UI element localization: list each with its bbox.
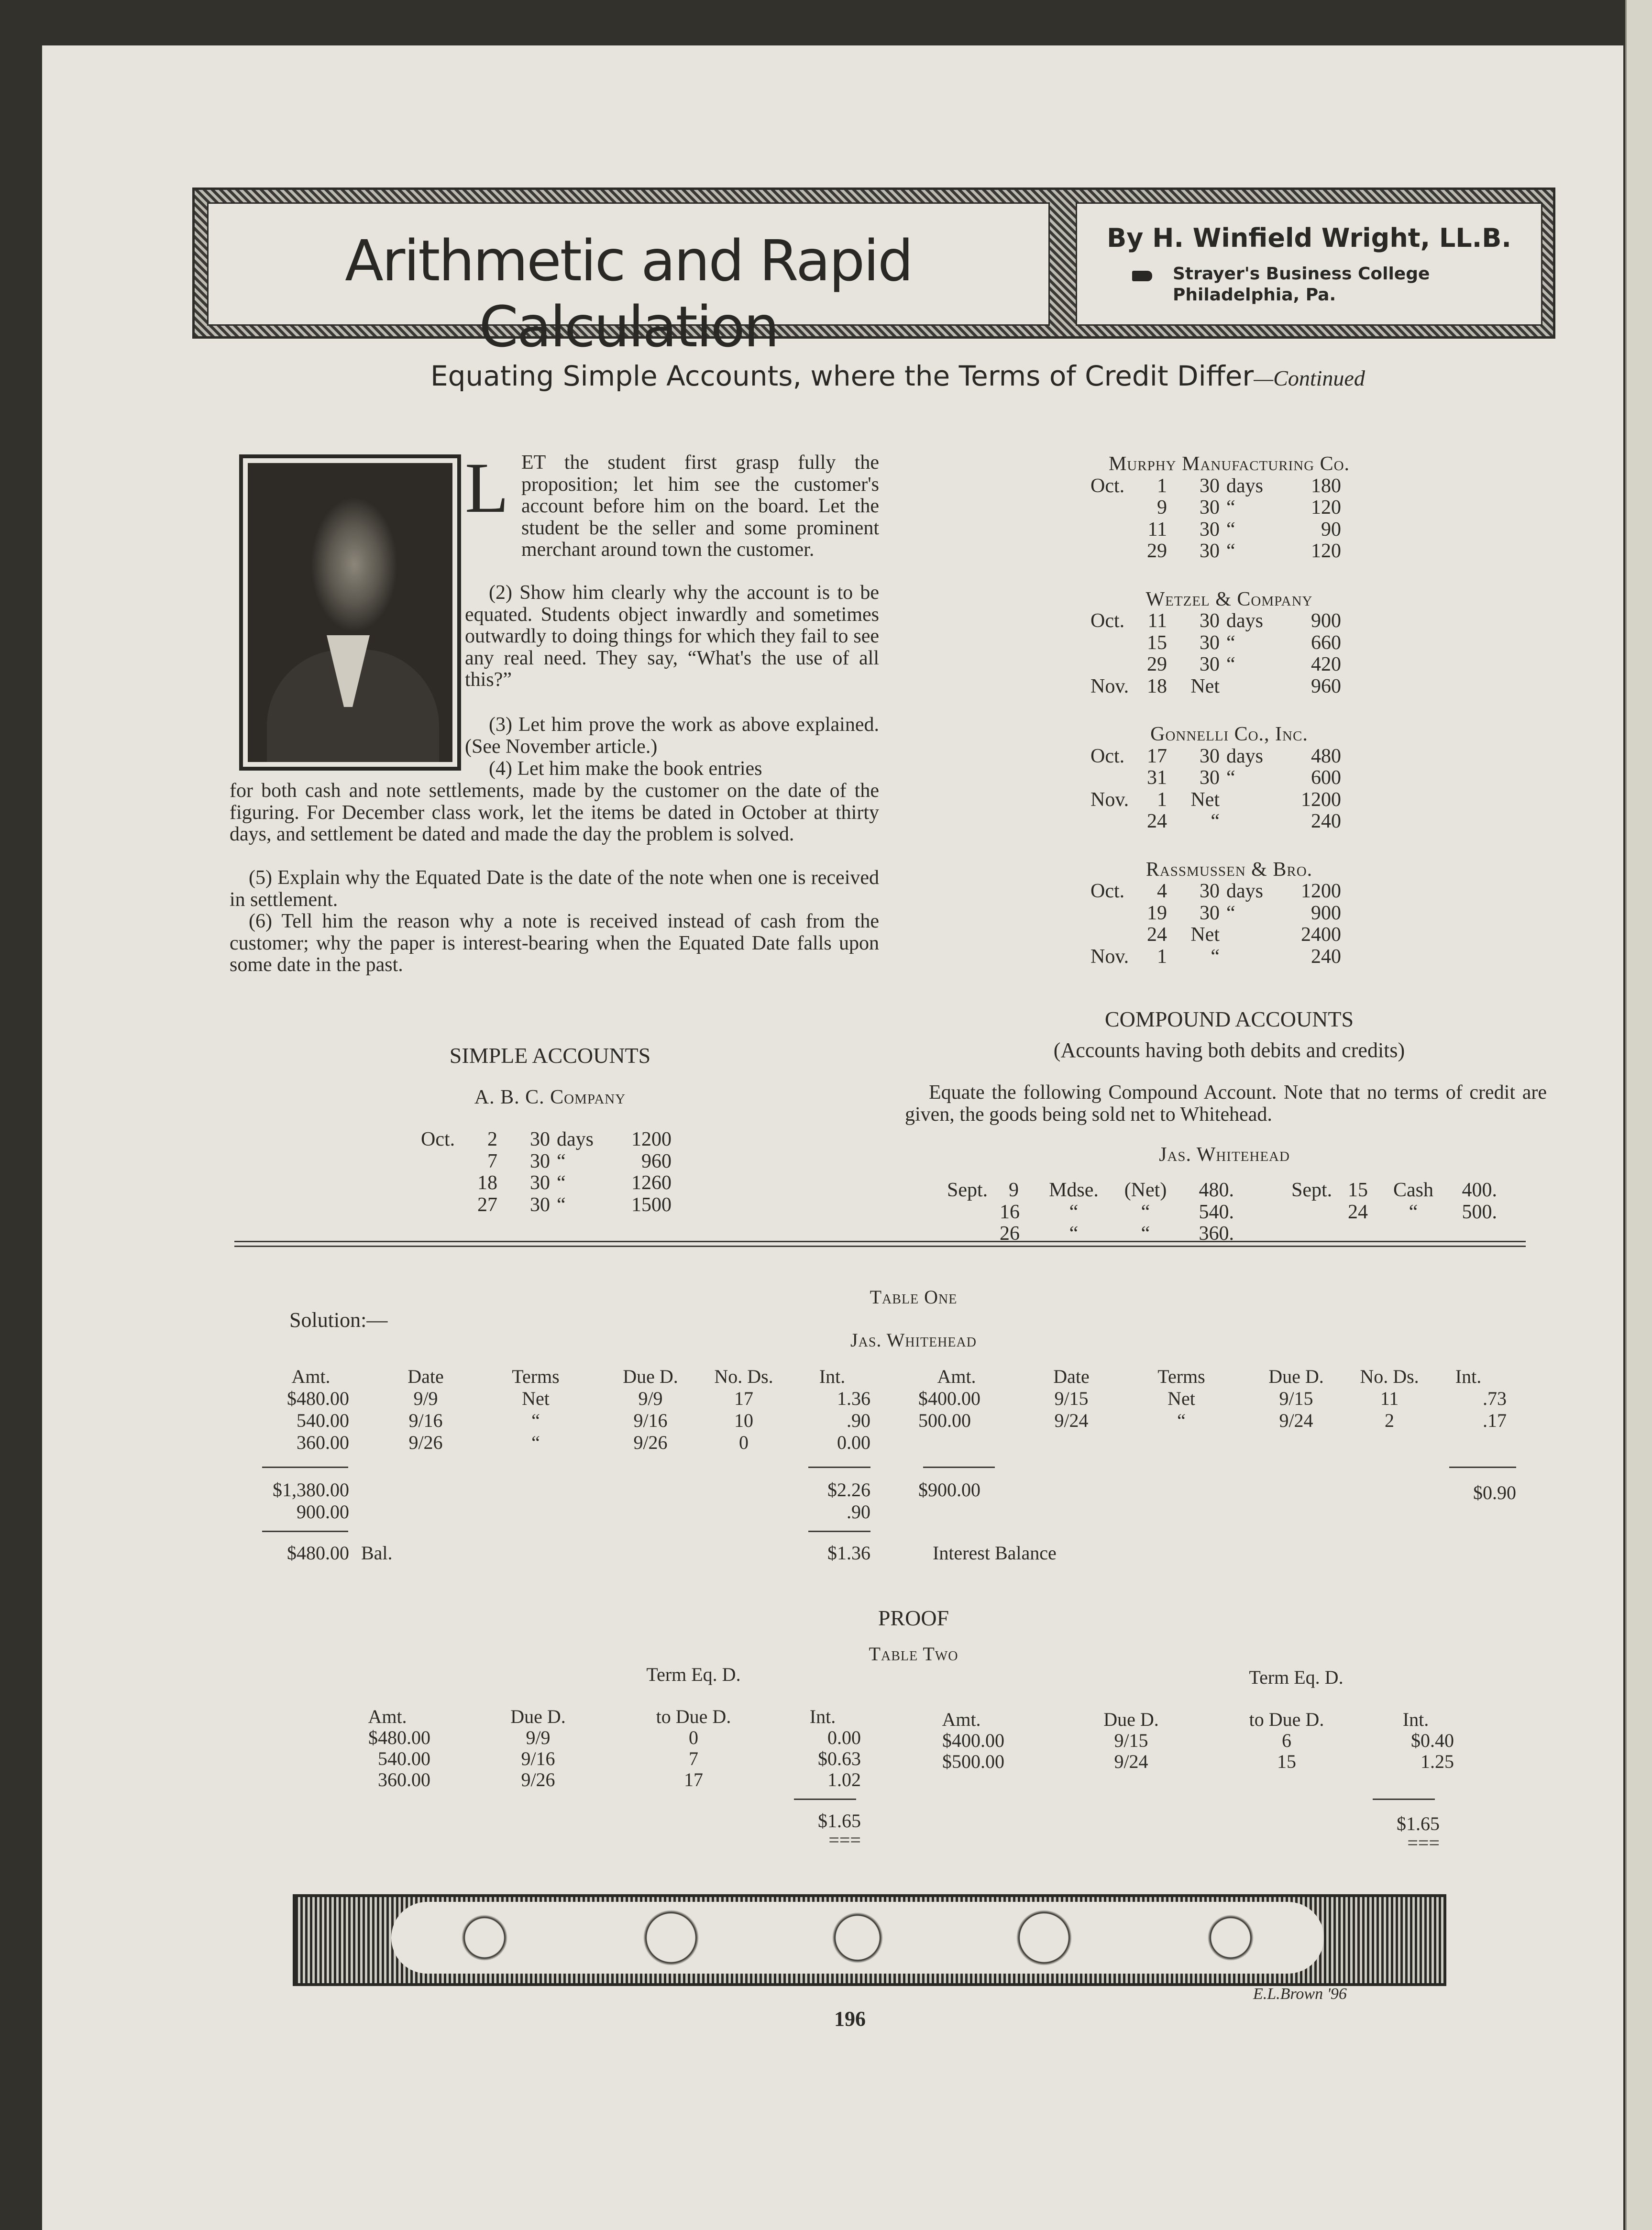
- month: Oct.: [1090, 475, 1125, 497]
- rule-line: [1373, 1799, 1435, 1800]
- table-one-cell: 9/26: [633, 1432, 668, 1453]
- account-name: Rassmussen & Bro.: [1145, 858, 1313, 881]
- amount: 600: [1311, 767, 1341, 789]
- proof-left-total: $1.65: [818, 1810, 861, 1832]
- table-two-header-right: Amt.: [942, 1709, 981, 1730]
- table-one-cell: 9/24: [1054, 1410, 1089, 1431]
- term-unit: days: [1226, 880, 1263, 902]
- table-one-header-left: Terms: [512, 1366, 560, 1387]
- month: Oct.: [1090, 745, 1125, 767]
- day: 18: [1147, 675, 1167, 697]
- term: 30: [1200, 880, 1220, 902]
- term: 30: [1200, 475, 1220, 497]
- day: 29: [1147, 653, 1167, 675]
- term: 30: [1200, 767, 1220, 789]
- terms: “: [1141, 1223, 1150, 1245]
- day: 24: [1348, 1201, 1368, 1223]
- left-less: 900.00: [297, 1501, 349, 1523]
- table-two-cell: $400.00: [942, 1730, 1004, 1751]
- amount: 540.: [1199, 1201, 1234, 1223]
- table-one-cell: 9/9: [638, 1388, 663, 1409]
- month: Nov.: [1090, 675, 1129, 697]
- day: 19: [1147, 902, 1167, 924]
- table-one-cell: 360.00: [297, 1432, 349, 1453]
- proof-right-total: $1.65: [1397, 1813, 1440, 1834]
- table-two-header-right: Int.: [1402, 1709, 1429, 1730]
- term: “: [1211, 945, 1220, 968]
- day: 24: [1147, 924, 1167, 946]
- table-one-cell: .90: [847, 1410, 870, 1431]
- term-eq-label-right: Term Eq. D.: [1249, 1667, 1344, 1688]
- amount: 960: [641, 1150, 672, 1172]
- table-two-cell: 9/15: [1114, 1730, 1148, 1751]
- table-two-cell: 0.00: [827, 1727, 861, 1748]
- table-two-cell: 540.00: [378, 1748, 430, 1769]
- table-one-header-left: No. Ds.: [714, 1366, 773, 1387]
- table-one-header-right: Amt.: [937, 1366, 976, 1387]
- table-one-cell: .17: [1483, 1410, 1507, 1431]
- term: 30: [530, 1128, 550, 1150]
- table-two-cell: 9/26: [521, 1769, 555, 1790]
- subtitle-continued: —Continued: [1254, 366, 1365, 390]
- table-one-cell: 9/9: [413, 1388, 438, 1409]
- month: Oct.: [1090, 880, 1125, 902]
- amount: 90: [1321, 518, 1341, 541]
- table-one-cell: .73: [1483, 1388, 1507, 1409]
- amount: 120: [1311, 497, 1341, 519]
- abc-company-name: A. B. C. Company: [474, 1086, 626, 1108]
- term-unit: days: [1226, 745, 1263, 767]
- table-two-cell: $480.00: [368, 1727, 430, 1748]
- day: 16: [1000, 1201, 1020, 1223]
- table-two-cell: 0: [689, 1727, 698, 1748]
- account-name: Murphy Manufacturing Co.: [1108, 453, 1350, 475]
- table-one-cell: 9/16: [633, 1410, 668, 1431]
- table-one-cell: 0: [739, 1432, 749, 1453]
- term: 30: [1200, 518, 1220, 541]
- day: 1: [1157, 475, 1167, 497]
- table-one-cell: 0.00: [837, 1432, 870, 1453]
- amount: 480: [1311, 745, 1341, 767]
- day: 7: [487, 1150, 497, 1172]
- amount: 420: [1311, 653, 1341, 675]
- article-para-3: (3) Let him prove the work as above explained. (See November article.): [465, 714, 879, 758]
- item: “: [1409, 1201, 1418, 1223]
- table-two-cell: 9/9: [526, 1727, 551, 1748]
- day: 11: [1147, 518, 1167, 541]
- balance-label: Bal.: [361, 1542, 393, 1564]
- amount: 360.: [1199, 1223, 1234, 1245]
- table-two-cell: 7: [689, 1748, 698, 1769]
- day: 17: [1147, 745, 1167, 767]
- day: 1: [1157, 945, 1167, 968]
- month: Sept.: [947, 1179, 988, 1201]
- amount: 960: [1311, 675, 1341, 697]
- interest-less: .90: [847, 1501, 870, 1523]
- term: 30: [1200, 745, 1220, 767]
- term: 30: [1200, 540, 1220, 562]
- table-two-cell: $0.40: [1411, 1730, 1454, 1751]
- amount: 400.: [1462, 1179, 1497, 1201]
- term: Net: [1190, 924, 1220, 946]
- table-one-header-left: Int.: [819, 1366, 846, 1387]
- table-one-cell: 10: [734, 1410, 753, 1431]
- decorative-ornament: [293, 1894, 1446, 1986]
- amount: 1500: [631, 1193, 672, 1216]
- term-unit: days: [557, 1128, 594, 1150]
- table-two-cell: 17: [684, 1769, 703, 1790]
- day: 11: [1147, 610, 1167, 632]
- article-para-4a: (4) Let him make the book entries: [489, 758, 762, 780]
- term-unit: “: [1226, 631, 1235, 654]
- table-two-cell: 9/16: [521, 1748, 555, 1769]
- term: “: [1211, 810, 1220, 832]
- whitehead-name: Jas. Whitehead: [1159, 1144, 1290, 1166]
- term-unit: days: [1226, 475, 1263, 497]
- term: Net: [1190, 675, 1220, 697]
- article-para-2: (2) Show him clearly why the account is to be equated. Students object inwardly and sometimes outwardly to doing things for which they fail to see any real need. They say, “What's the use of all this?”: [465, 582, 879, 691]
- compound-subheading: (Accounts having both debits and credits): [1053, 1038, 1405, 1062]
- amount: 2400: [1301, 924, 1341, 946]
- table-two-header-left: Int.: [809, 1706, 836, 1727]
- table-one-title: Table One: [870, 1286, 958, 1308]
- table-one-header-right: Date: [1053, 1366, 1090, 1387]
- table-two-cell: 360.00: [378, 1769, 430, 1790]
- table-one-cell: 9/16: [408, 1410, 443, 1431]
- day: 15: [1147, 631, 1167, 654]
- table-two-header-right: Due D.: [1103, 1709, 1159, 1730]
- day: 1: [1157, 788, 1167, 811]
- simple-accounts-heading: SIMPLE ACCOUNTS: [449, 1043, 651, 1068]
- table-two-header-left: Due D.: [510, 1706, 566, 1727]
- term-unit: “: [557, 1150, 566, 1172]
- college-line-1: Strayer's Business College: [1173, 264, 1430, 284]
- term: 30: [1200, 653, 1220, 675]
- interest-total: $2.26: [827, 1479, 870, 1501]
- amount: 240: [1311, 810, 1341, 832]
- table-two-cell: $0.63: [818, 1748, 861, 1769]
- interest-balance-label: Interest Balance: [933, 1542, 1057, 1564]
- account-name: Wetzel & Company: [1145, 588, 1313, 610]
- day: 26: [1000, 1223, 1020, 1245]
- table-one-cell: “: [1177, 1410, 1186, 1431]
- table-two-title: Table Two: [869, 1643, 958, 1665]
- interest-balance: $1.36: [827, 1542, 870, 1564]
- table-one-cell: 9/24: [1279, 1410, 1313, 1431]
- day: 9: [1157, 497, 1167, 519]
- terms: (Net): [1124, 1179, 1167, 1201]
- day: 2: [487, 1128, 497, 1150]
- compound-heading: COMPOUND ACCOUNTS: [1104, 1007, 1354, 1031]
- term-unit: “: [1226, 497, 1235, 519]
- day: 31: [1147, 767, 1167, 789]
- month: Nov.: [1090, 788, 1129, 811]
- term-unit: “: [1226, 767, 1235, 789]
- table-one-header-left: Date: [407, 1366, 444, 1387]
- table-two-cell: 9/24: [1114, 1751, 1148, 1772]
- author-byline: By H. Winfield Wright, LL.B.: [1107, 223, 1511, 253]
- college-line-2: Philadelphia, Pa.: [1173, 285, 1336, 305]
- term: 30: [530, 1150, 550, 1172]
- day: 4: [1157, 880, 1167, 902]
- term-unit: “: [557, 1172, 566, 1194]
- amount: 900: [1311, 902, 1341, 924]
- amount: 1200: [631, 1128, 672, 1150]
- day: 24: [1147, 810, 1167, 832]
- table-one-cell: $400.00: [918, 1388, 980, 1409]
- item: Cash: [1393, 1179, 1433, 1201]
- table-one-cell: 11: [1380, 1388, 1399, 1409]
- table-one-header-left: Due D.: [623, 1366, 678, 1387]
- page-number: 196: [834, 2007, 866, 2031]
- left-total: $1,380.00: [273, 1479, 349, 1501]
- term-unit: “: [1226, 518, 1235, 541]
- table-one-cell: 500.00: [918, 1410, 971, 1431]
- table-two-cell: 1.02: [827, 1769, 861, 1790]
- day: 29: [1147, 540, 1167, 562]
- table-one-header-right: No. Ds.: [1360, 1366, 1419, 1387]
- table-one-header-left: Amt.: [291, 1366, 330, 1387]
- table-one-header-right: Int.: [1455, 1366, 1482, 1387]
- term: 30: [530, 1193, 550, 1216]
- month: Nov.: [1090, 945, 1129, 968]
- term-unit: “: [1226, 902, 1235, 924]
- amount: 500.: [1462, 1201, 1497, 1223]
- table-two-cell: 15: [1277, 1751, 1296, 1772]
- table-one-cell: Net: [522, 1388, 550, 1409]
- proof-heading: PROOF: [878, 1606, 949, 1630]
- term-unit: “: [1226, 540, 1235, 562]
- table-one-cell: 540.00: [297, 1410, 349, 1431]
- article-para-1: ET the student first grasp fully the proposition; let him see the customer's account before him on the board. Let the student be the seller and some prominent merchant around town the customer.: [521, 452, 879, 561]
- table-one-name: Jas. Whitehead: [850, 1329, 977, 1351]
- term: 30: [530, 1172, 550, 1194]
- proof-right-double-rule: ===: [1407, 1832, 1440, 1854]
- term: 30: [1200, 610, 1220, 632]
- table-two-header-right: to Due D.: [1249, 1709, 1324, 1730]
- article-para-5: (5) Explain why the Equated Date is the date of the note when one is received in settlement.: [230, 867, 879, 911]
- amount: 660: [1311, 631, 1341, 654]
- term: 30: [1200, 902, 1220, 924]
- table-one-cell: “: [531, 1432, 540, 1453]
- table-one-header-right: Due D.: [1268, 1366, 1324, 1387]
- item: Mdse.: [1049, 1179, 1099, 1201]
- table-one-cell: 9/15: [1279, 1388, 1313, 1409]
- term-unit: “: [1226, 653, 1235, 675]
- table-one-header-right: Terms: [1157, 1366, 1205, 1387]
- artist-signature: E.L.Brown '96: [1253, 1985, 1347, 2003]
- table-two-header-left: to Due D.: [656, 1706, 731, 1727]
- month: Sept.: [1291, 1179, 1333, 1201]
- month: Oct.: [421, 1128, 455, 1150]
- term: 30: [1200, 631, 1220, 654]
- table-one-cell: 2: [1385, 1410, 1394, 1431]
- article-para-4b: for both cash and note settlements, made by the customer on the date of the figuring. For December class work, let the items be dated in October at thirty days, and settlement be dated and made the day the problem is solved.: [230, 780, 879, 845]
- term-unit: “: [557, 1193, 566, 1216]
- day: 15: [1348, 1179, 1368, 1201]
- subtitle-text: Equating Simple Accounts, where the Terms of Credit Differ: [430, 360, 1254, 392]
- table-one-cell: Net: [1167, 1388, 1195, 1409]
- item: “: [1069, 1201, 1079, 1223]
- table-one-cell: 1.36: [837, 1388, 870, 1409]
- amount: 180: [1311, 475, 1341, 497]
- table-one-cell: “: [531, 1410, 540, 1431]
- term: 30: [1200, 497, 1220, 519]
- amount: 1200: [1301, 788, 1341, 811]
- terms: “: [1141, 1201, 1150, 1223]
- table-two-cell: 6: [1282, 1730, 1291, 1751]
- term-unit: days: [1226, 610, 1263, 632]
- account-name: Gonnelli Co., Inc.: [1150, 723, 1308, 745]
- table-one-cell: 9/15: [1054, 1388, 1089, 1409]
- amount: 1260: [631, 1172, 672, 1194]
- day: 9: [1009, 1179, 1019, 1201]
- day: 18: [477, 1172, 497, 1194]
- amount: 900: [1311, 610, 1341, 632]
- right-total: $900.00: [918, 1479, 980, 1501]
- amount: 240: [1311, 945, 1341, 968]
- table-two-cell: $500.00: [942, 1751, 1004, 1772]
- proof-left-double-rule: ===: [828, 1829, 861, 1851]
- amount: 480.: [1199, 1179, 1234, 1201]
- table-two-cell: 1.25: [1421, 1751, 1454, 1772]
- right-interest-total: $0.90: [1473, 1482, 1516, 1503]
- term-eq-label-left: Term Eq. D.: [646, 1664, 741, 1685]
- table-one-cell: 9/26: [408, 1432, 443, 1453]
- day: 27: [477, 1193, 497, 1216]
- rule-line: [794, 1799, 856, 1800]
- month: Oct.: [1090, 610, 1125, 632]
- drop-cap: L: [465, 448, 509, 528]
- solution-label: Solution:—: [289, 1308, 388, 1332]
- amount: 1200: [1301, 880, 1341, 902]
- article-para-6: (6) Tell him the reason why a note is received instead of cash from the customer; why the paper is interest-bearing when the Equated Date falls upon some date in the past.: [230, 910, 879, 976]
- item: “: [1069, 1223, 1079, 1245]
- table-two-header-left: Amt.: [368, 1706, 407, 1727]
- amount: 120: [1311, 540, 1341, 562]
- page-title: Arithmetic and Rapid Calculation: [345, 228, 912, 360]
- table-one-cell: $480.00: [287, 1388, 349, 1409]
- compound-instructions: Equate the following Compound Account. Note that no terms of credit are given, the goods being sold net to Whitehead.: [905, 1082, 1547, 1126]
- left-balance: $480.00: [287, 1542, 349, 1564]
- table-one-cell: 17: [734, 1388, 753, 1409]
- term: Net: [1190, 788, 1220, 811]
